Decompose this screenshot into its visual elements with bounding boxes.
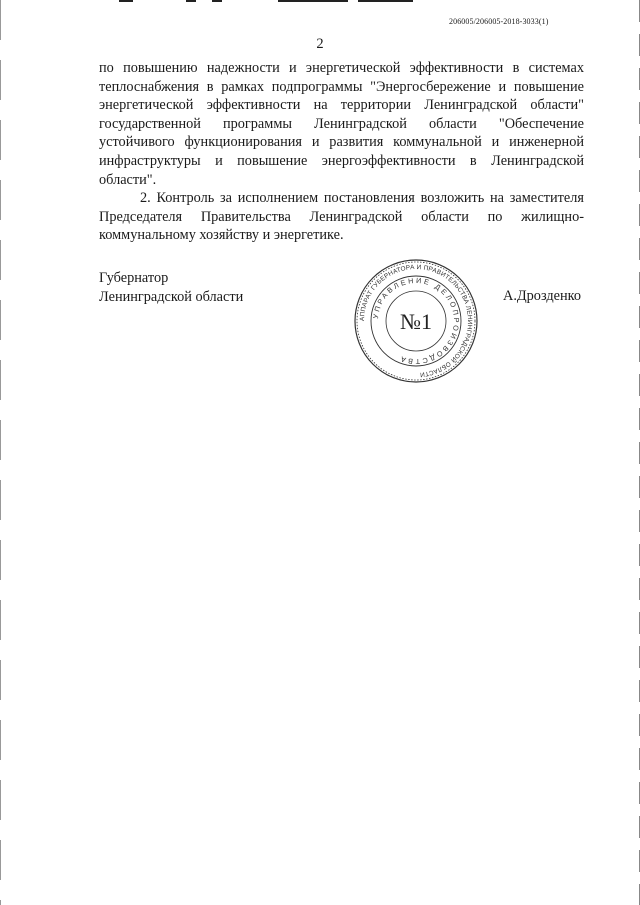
- document-body: [99, 59, 584, 245]
- signature-title-line-1: Губернатор: [99, 270, 169, 286]
- scan-edge-left: [0, 0, 1, 905]
- signature-title: [99, 269, 243, 306]
- scan-mark: [186, 0, 196, 2]
- scan-mark: [278, 0, 348, 2]
- document-id: 206005/206005-2018-3033(1): [449, 17, 549, 26]
- signature-title-line-2: Ленинградской области: [99, 288, 244, 305]
- paragraph-2: 2. Контроль за исполнением постановления возложить на заместителя Председателя Правительства Ленинградской области по жилищно-коммунальному хозяйству и энергетике.: [99, 190, 584, 244]
- official-stamp: [353, 258, 479, 384]
- scan-mark: [212, 0, 222, 2]
- scan-mark: [119, 0, 133, 2]
- stamp-outer-text: АППАРАТ ГУБЕРНАТОРА И ПРАВИТЕЛЬСТВА ЛЕНИНГРАДСКОЙ ОБЛАСТИ: [358, 263, 474, 378]
- stamp-number: №1: [400, 309, 432, 334]
- scan-mark: [358, 0, 413, 2]
- paragraph-1: по повышению надежности и энергетической эффективности в системах теплоснабжения в рамках подпрограммы "Энергосбережение и повышение энергетической эффективности на территории Ленинградской области" государственной программы Ленинградской области "Обеспечение устойчивого функционирования и развития коммунальной и инженерной инфраструктуры и повышение энергоэффективности в Ленинградской области".: [99, 60, 584, 188]
- stamp-inner-text: УПРАВЛЕНИЕ ДЕЛОПРОИЗВОДСТВА: [370, 275, 462, 367]
- signature-name: А.Дрозденко: [503, 288, 581, 304]
- page-number: 2: [316, 36, 324, 52]
